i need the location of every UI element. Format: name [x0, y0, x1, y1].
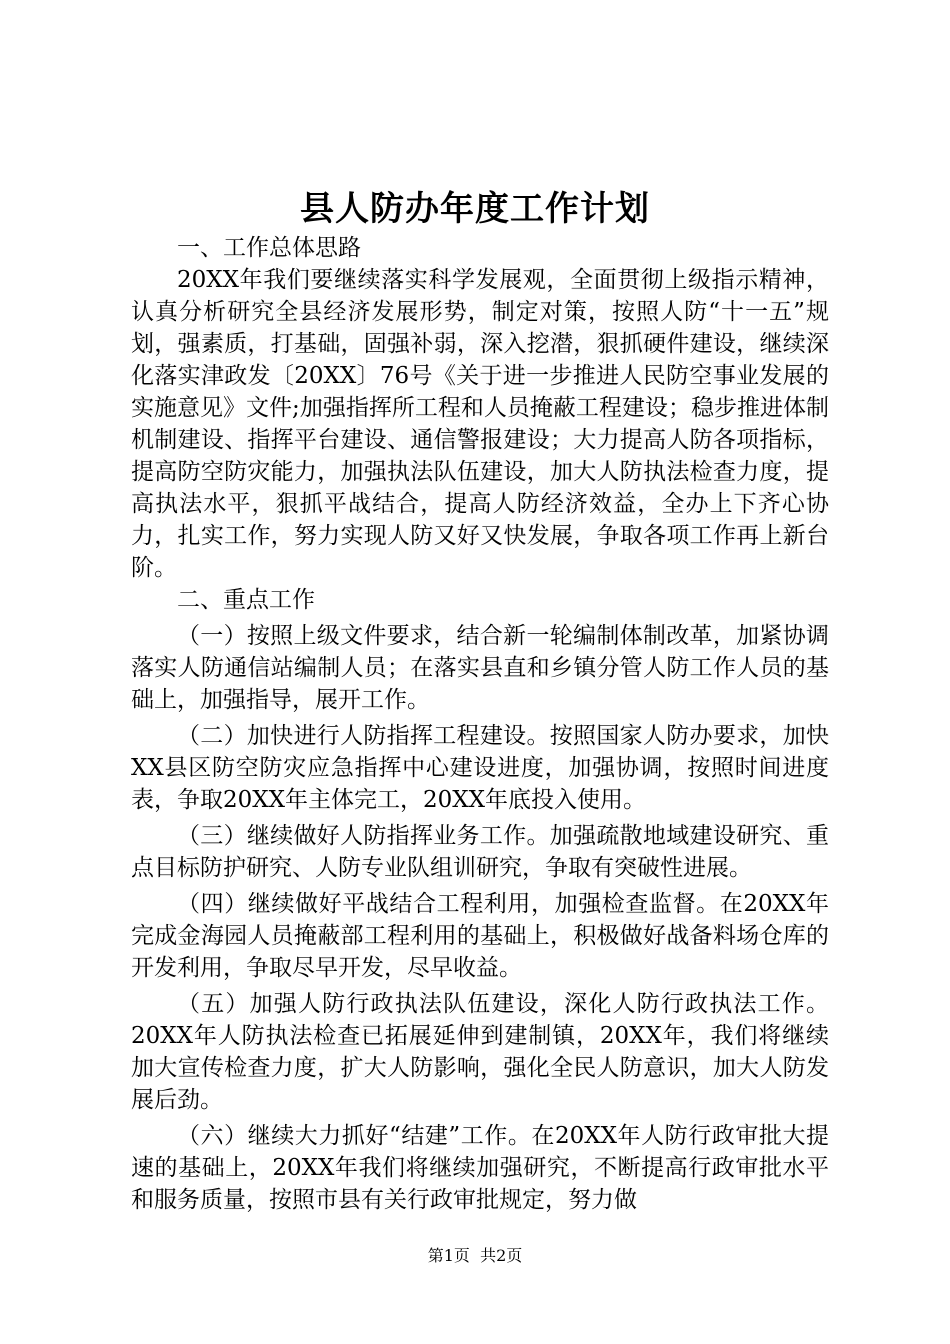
- work-item-5: （五）加强人防行政执法队伍建设，深化人防行政执法工作。20XX年人防执法检查已拓展延伸到建制镇，20XX年，我们将继续加大宣传检查力度，扩大人防影响，强化全民人防意识，加大人防发展后劲。: [131, 991, 829, 1113]
- work-item-1: （一）按照上级文件要求，结合新一轮编制体制改革，加紧协调落实人防通信站编制人员；在落实县直和乡镇分管人防工作人员的基础上，加强指导，展开工作。: [131, 623, 829, 713]
- page-footer: [0, 1245, 950, 1267]
- section-1-paragraph: 20XX年我们要继续落实科学发展观，全面贯彻上级指示精神，认真分析研究全县经济发展形势，制定对策，按照人防“十一五”规划，强素质，打基础，固强补弱，深入挖潜，狠抓硬件建设，继续深化落实津政发〔20XX〕76号《关于进一步推进人民防空事业发展的实施意见》文件;加强指挥所工程和人员掩蔽工程建设；稳步推进体制机制建设、指挥平台建设、通信警报建设；大力提高人防各项指标，提高防空防灾能力，加强执法队伍建设，加大人防执法检查力度，提高执法水平，狠抓平战结合，提高人防经济效益，全办上下齐心协力，扎实工作，努力实现人防又好又快发展，争取各项工作再上新台阶。: [131, 267, 829, 581]
- document-body: [131, 232, 829, 1216]
- section-heading-1: 一、工作总体思路: [177, 235, 361, 261]
- section-heading-2: 二、重点工作: [177, 587, 315, 613]
- work-item-2: （二）加快进行人防指挥工程建设。按照国家人防办要求，加快XX县区防空防灾应急指挥中心建设进度，加强协调，按照时间进度表，争取20XX年主体完工，20XX年底投入使用。: [131, 723, 829, 813]
- work-item-4: （四）继续做好平战结合工程利用，加强检查监督。在20XX年完成金海园人员掩蔽部工程利用的基础上，积极做好战备料场仓库的开发利用，争取尽早开发，尽早收益。: [131, 891, 829, 981]
- work-item-3: （三）继续做好人防指挥业务工作。加强疏散地域建设研究、重点目标防护研究、人防专业队组训研究，争取有突破性进展。: [131, 823, 829, 881]
- page-number-label: 第1页 共2页: [427, 1246, 523, 1265]
- document-title: 县人防办年度工作计划: [300, 189, 650, 229]
- work-item-6: （六）继续大力抓好“结建”工作。在20XX年人防行政审批大提速的基础上，20XX年我们将继续加强研究，不断提高行政审批水平和服务质量，按照市县有关行政审批规定，努力做: [131, 1123, 829, 1213]
